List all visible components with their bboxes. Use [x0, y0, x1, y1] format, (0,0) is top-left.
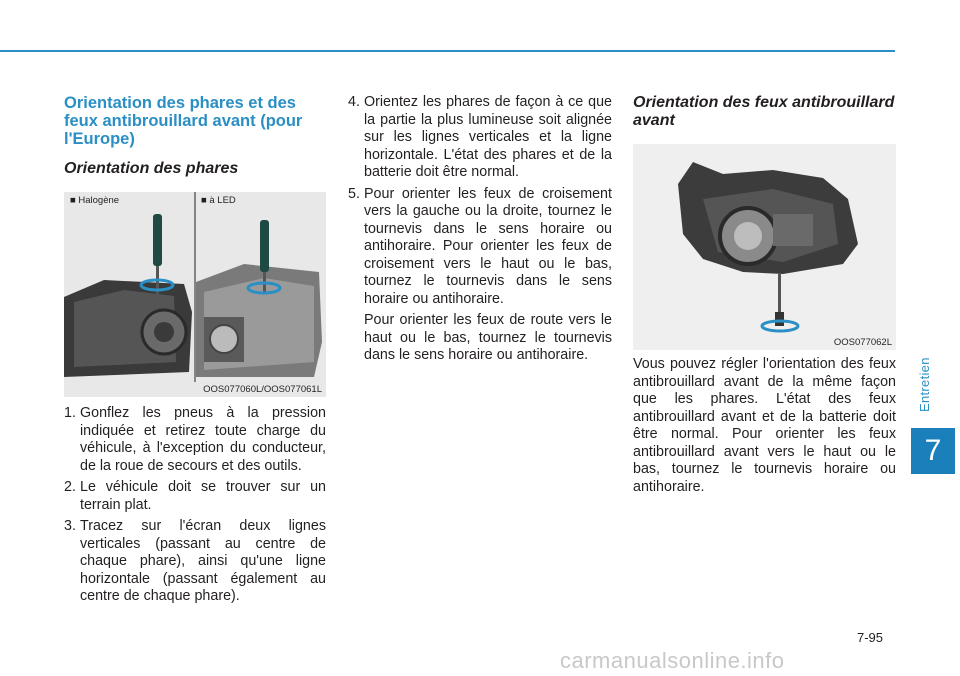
- list-item: 2. Le véhicule doit se trouver sur un terrain plat.: [64, 479, 326, 513]
- column-1: [64, 94, 326, 610]
- figure-code: OOS077062L: [833, 337, 892, 348]
- fog-lamp-paragraph: Vous pouvez régler l'orientation des feux antibrouillard avant de la même façon que les phares. L'état des feux antibrouillard avant et de la batterie doit être normal. Pour orienter les feux antibrouillard avant vers le haut ou le bas, tournez le tournevis horaire ou antihoraire.: [633, 356, 896, 495]
- headlamp-illustration: [64, 192, 326, 397]
- column-3: [633, 94, 896, 496]
- column-2: [348, 94, 612, 365]
- subheading-headlamps: Orientation des phares: [64, 160, 239, 177]
- high-beam-paragraph: Pour orienter les feux de route vers le haut ou le bas, tournez le tournevis dans le sens horaire ou antihoraire.: [364, 312, 612, 363]
- steps-list: [64, 405, 326, 606]
- fog-lamp-figure: [633, 144, 896, 350]
- figure-code: OOS077060L/OOS077061L: [203, 384, 322, 395]
- chapter-tab-label: Entretien: [917, 357, 932, 413]
- subheading-fog-lamps: Orientation des feux antibrouillard avant: [633, 94, 895, 129]
- list-item: 1. Gonflez les pneus à la pression indiquée et retirez toute charge du véhicule, à l'exception du conducteur, de la roue de secours et des outils.: [64, 405, 326, 474]
- chapter-number-badge: 7: [911, 428, 955, 474]
- figure-tag-halogen: ■ Halogène: [70, 195, 120, 206]
- section-heading: Orientation des phares et des feux antibrouillard avant (pour l'Europe): [64, 94, 303, 148]
- header-rule: [0, 50, 895, 52]
- figure-tag-led: ■ à LED: [201, 195, 236, 206]
- headlamp-figure: [64, 192, 326, 397]
- page-number: 7-95: [857, 630, 884, 645]
- list-item: 3. Tracez sur l'écran deux lignes verticales (passant au centre de chaque phare), ainsi qu'une ligne horizontale (passant également au centre de chaque phare).: [64, 518, 326, 604]
- fog-lamp-illustration: [633, 144, 896, 350]
- list-item: 5. Pour orienter les feux de croisement vers la gauche ou la droite, tournez le tournevis dans le sens horaire ou antihoraire. Pour orienter les feux de croisement vers le haut ou le bas, tournez le tournevis dans le sens horaire ou antihoraire.: [348, 185, 612, 307]
- watermark: carmanualsonline.info: [560, 648, 785, 673]
- list-item: 4. Orientez les phares de façon à ce que la partie la plus lumineuse soit alignée sur les lignes verticales et la ligne horizontale. L'état des phares et de la batterie doit être normal.: [348, 94, 612, 180]
